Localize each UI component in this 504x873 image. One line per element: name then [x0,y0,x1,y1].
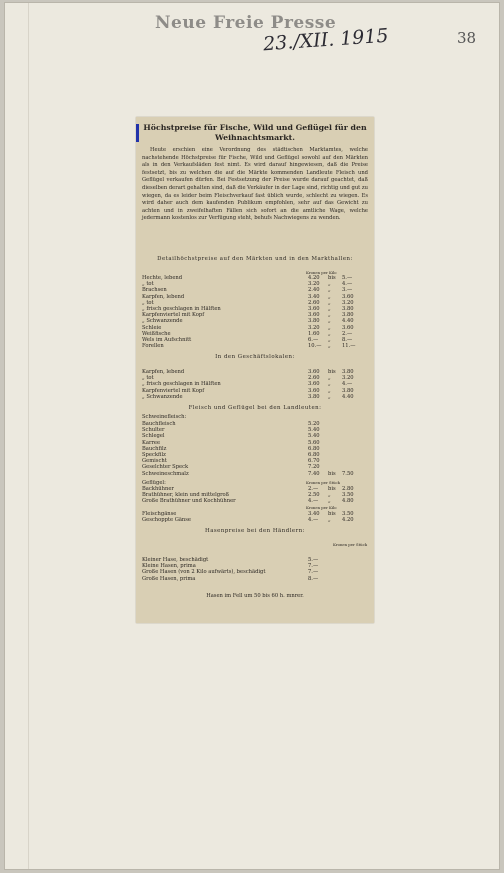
price-high: 2.80 [342,486,354,492]
price-low: 3.80 [308,393,320,400]
price-bis: „ [328,293,331,300]
item-name: Geschoppte Gänse [142,517,192,524]
price-row [142,343,368,349]
newspaper-stamp: Neue Freie Presse [155,13,337,33]
price-low: 3.40 [308,511,320,517]
section-markets-title: Detailhöchstpreise auf den Märkten und in den Markthallen: [157,256,353,262]
price-row [142,471,368,477]
price-low: 3.60 [308,387,320,394]
item-name: Forellen [142,343,164,350]
price-row [142,517,368,523]
item-name: Schleie [142,324,162,331]
price-high: 7.50 [342,470,354,477]
item-name: Speckfilz [142,451,166,458]
poultry-subheading: Geflügel: [142,480,166,486]
price-low: 3.60 [308,305,320,312]
price-bis: „ [328,492,331,499]
price-value: 7.20 [308,464,320,471]
item-name: Große Brathühner und Kochhühner [142,498,236,505]
item-name: Brathühner, klein und mittelgroß [142,492,230,499]
archive-sheet [4,2,500,870]
handwritten-date: 23./XII. 1915 [262,24,390,56]
price-value: 6.80 [308,451,320,458]
price-high: 3.— [342,287,353,294]
intro-paragraph: Heute erschien eine Verordnung des städtischen Marktamtes, welche nachstehende Höchstpreise für Fische, Wild und Geflügel sowohl auf den Märkten als in den Verkaufsläden fest nimt. Es wird darauf hingewiesen, daß die Preise festsetzt, bis zu welchen die auf die Märkte kommenden Landleute Fleisch und Geflügel verkaufen dürfen. Bei Festsetzung der Preise wurde darauf geachtet, daß dieselben derart gehalten sind, daß die Verkäufer in der Lage sind, richtig und gut zu wiegen, da es leider beim Fleischverkauf fast üblich wurde, schlecht zu wiegen. Es wird daher auch dem kaufenden Publikum empfohlen, sehr auf das Gewicht zu achten und in zweifelhaften Fällen sich sofort an die amtliche Wage, welche jedermann kostenlos zur Verfügung steht, behufs Nachwiegens zu wenden. [142,147,368,222]
item-name: Kleine Hasen, prima [142,563,196,570]
item-name: Wels im Aufschnitt [142,336,192,343]
price-low: 3.20 [308,324,320,331]
price-value: 5.40 [308,433,320,440]
item-name: „ frisch geschlagen in Hälften [142,305,221,312]
fold-line [28,3,29,869]
item-name: „ Schwanzende [142,393,183,400]
pork-price-table [142,421,368,477]
price-high: 3.80 [342,312,354,319]
item-name: Bauchfleisch [142,421,176,427]
price-value: 6.80 [308,445,320,452]
item-name: Große Hasen, prima [142,575,196,582]
price-low: 2.60 [308,299,320,306]
shop-price-table [142,369,368,400]
unit-label: Kronen per Stück [306,480,340,485]
price-bis: „ [328,287,331,294]
price-high: 4.— [342,281,353,288]
price-high: 8.— [342,336,353,343]
section-shops-title: In den Geschäftslokalen: [215,354,295,360]
margin-mark [136,124,139,142]
price-low: 3.60 [308,381,320,388]
price-bis: „ [328,387,331,394]
item-name: Karpfen, lebend [142,293,185,300]
item-name: Geselchter Speck [142,464,189,471]
price-bis: „ [328,330,331,337]
price-low: 10.— [308,343,322,350]
newspaper-clipping [136,117,374,623]
price-value: 7.— [308,563,319,570]
item-name: Karpfen, lebend [142,369,185,375]
price-low: 2.40 [308,287,320,294]
price-high: 4.80 [342,498,354,505]
price-high: 5.— [342,275,353,281]
unit-label: Kronen per Kilo [306,505,337,510]
price-bis: bis [328,486,336,492]
item-name: Hechte, lebend [142,275,183,281]
item-name: Karpfenviertel mit Kopf [142,387,205,394]
price-row [142,576,368,582]
poultry-price-table [142,486,368,505]
item-name: Schlegel [142,433,165,440]
price-bis: bis [328,470,336,477]
unit-label: Kronen per Stück [333,542,367,547]
item-name: Gemischt [142,458,167,465]
item-name: Kleiner Hase, beschädigt [142,557,209,563]
price-bis: „ [328,305,331,312]
article-footer: Hasen im Fell um 50 bis 60 h. mnrer. [206,593,304,599]
price-value: 5.60 [308,439,320,446]
price-bis: „ [328,393,331,400]
item-name: Schweineschmalz [142,470,189,477]
price-high: 4.40 [342,318,354,325]
price-low: 4.— [308,498,319,505]
goose-price-table [142,511,368,523]
price-high: 3.60 [342,293,354,300]
price-low: 2.— [308,486,319,492]
price-low: 6.— [308,336,319,343]
price-value: 8.— [308,575,319,582]
article-headline: Höchstpreise für Fische, Wild und Geflügel für den Weihnachtsmarkt. [143,123,367,142]
price-low: 1.60 [308,330,320,337]
price-bis: „ [328,381,331,388]
item-name: „ Schwanzende [142,318,183,325]
price-high: 3.80 [342,305,354,312]
price-high: 4.40 [342,393,354,400]
price-low: 3.60 [308,312,320,319]
price-bis: „ [328,498,331,505]
item-name: Bauchfilz [142,445,167,452]
price-low: 3.80 [308,318,320,325]
price-bis: „ [328,318,331,325]
price-row [142,394,368,400]
item-name: Karpfenviertel mit Kopf [142,312,205,319]
price-high: 3.80 [342,369,354,375]
price-high: 3.20 [342,375,354,382]
price-value: 6.70 [308,458,320,465]
price-bis: bis [328,511,336,517]
hare-price-table [142,557,368,582]
price-low: 3.40 [308,293,320,300]
price-high: 3.60 [342,324,354,331]
price-bis: „ [328,312,331,319]
price-high: 11.— [342,343,356,350]
item-name: Brachsen [142,287,167,294]
price-high: 3.80 [342,387,354,394]
item-name: „ tot [142,299,154,306]
price-high: 3.50 [342,492,354,499]
item-name: Karree [142,439,161,446]
item-name: „ tot [142,375,154,382]
price-low: 3.60 [308,369,320,375]
page-number: 38 [457,29,477,47]
item-name: Fleischgänse [142,511,177,517]
article-intro [142,147,368,223]
price-high: 4.— [342,381,353,388]
price-bis: „ [328,343,331,350]
price-bis: bis [328,369,336,375]
price-bis: „ [328,324,331,331]
price-bis: „ [328,375,331,382]
price-low: 2.60 [308,375,320,382]
price-high: 2.— [342,330,353,337]
section-farmers-title: Fleisch und Geflügel bei den Landleuten: [188,405,322,411]
section-hares-title: Hasenpreise bei den Händlern: [205,528,305,534]
price-high: 4.20 [342,517,354,524]
price-row [142,498,368,504]
price-bis: „ [328,299,331,306]
item-name: „ frisch geschlagen in Hälften [142,381,221,388]
item-name: „ tot [142,281,154,288]
price-value: 5.40 [308,427,320,434]
price-bis: „ [328,281,331,288]
pork-subheading: Schweinefleisch: [142,414,187,420]
price-bis: „ [328,517,331,524]
price-low: 4.20 [308,275,320,281]
price-value: 5.— [308,557,319,563]
price-high: 3.20 [342,299,354,306]
price-low: 2.50 [308,492,320,499]
price-value: 7.— [308,569,319,576]
price-low: 7.40 [308,470,320,477]
item-name: Schulter [142,427,165,434]
item-name: Weißfische [142,330,171,337]
price-high: 3.50 [342,511,354,517]
item-name: Große Hasen (von 2 Kilo aufwärts), beschädigt [142,569,266,576]
market-price-table [142,275,368,349]
unit-label: Kronen per Kilo [306,270,337,275]
item-name: Backhühner [142,486,174,492]
price-value: 5.20 [308,421,320,427]
price-bis: „ [328,336,331,343]
price-bis: bis [328,275,336,281]
price-low: 3.20 [308,281,320,288]
price-low: 4.— [308,517,319,524]
